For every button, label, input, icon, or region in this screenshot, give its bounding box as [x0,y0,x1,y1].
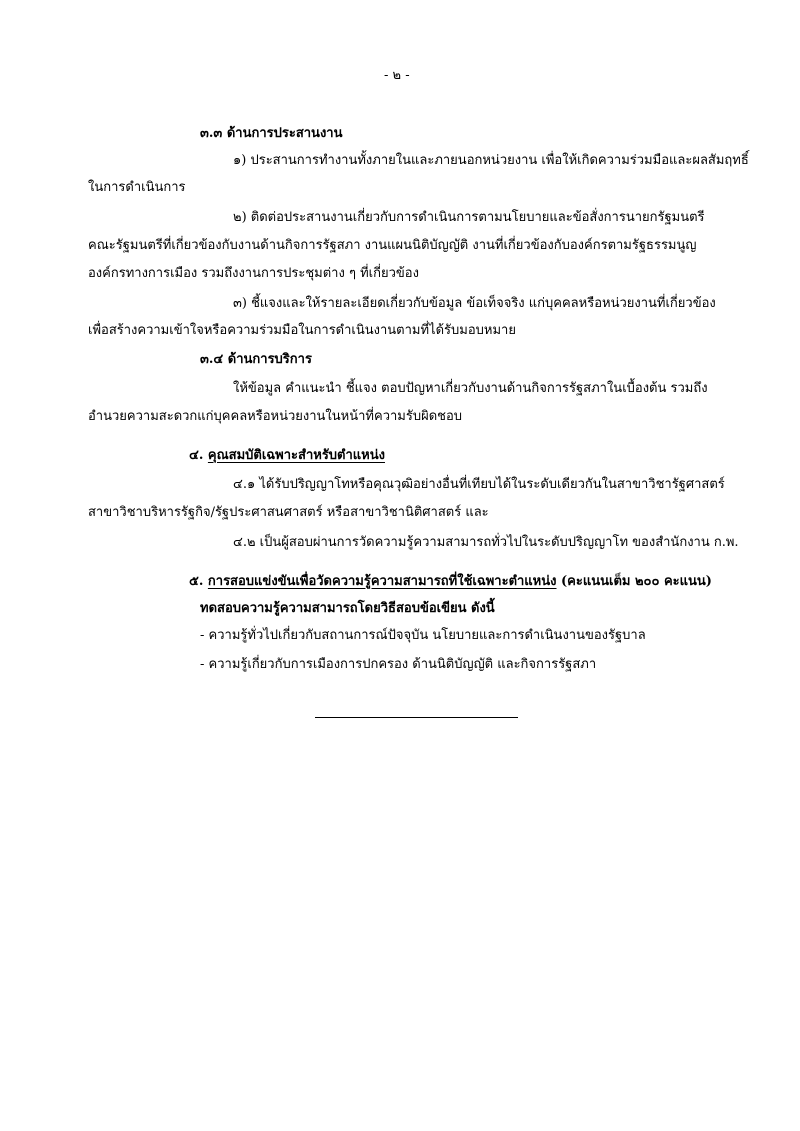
section-3-3-item-2-line-3: องค์กรทางการเมือง รวมถึงงานการประชุมต่าง ๆ ที่เกี่ยวข้อง [88,266,419,281]
section-4-title: คุณสมบัติเฉพาะสำหรับตำแหน่ง [207,448,385,463]
section-3-3-heading: ๓.๓ ด้านการประสานงาน [200,126,343,141]
page-number: - ๒ - [384,68,410,83]
section-5-bullet-1: - ความรู้ทั่วไปเกี่ยวกับสถานการณ์ปัจจุบัน นโยบายและการดำเนินงานของรัฐบาล [200,628,646,643]
section-4-2: ๔.๒ เป็นผู้สอบผ่านการวัดความรู้ความสามารถทั่วไปในระดับปริญญาโท ของสำนักงาน ก.พ. [233,535,739,550]
section-3-3-item-3-line-1: ๓) ชี้แจงและให้รายละเอียดเกี่ยวกับข้อมูล ข้อเท็จจริง แก่บุคคลหรือหน่วยงานที่เกี่ยวข้อง [233,296,716,311]
section-3-3-item-1-line-2: ในการดำเนินการ [88,180,186,195]
section-4-1-line-2: สาขาวิชาบริหารรัฐกิจ/รัฐประศาสนศาสตร์ หรือสาขาวิชานิติศาสตร์ และ [88,505,489,520]
section-5-number: ๕. [189,574,204,589]
section-5-bullet-2: - ความรู้เกี่ยวกับการเมืองการปกครอง ด้านนิติบัญญัติ และกิจการรัฐสภา [200,657,597,672]
section-3-4-heading: ๓.๔ ด้านการบริการ [200,352,312,367]
section-4-1-line-1: ๔.๑ ได้รับปริญญาโทหรือคุณวุฒิอย่างอื่นที่เทียบได้ในระดับเดียวกันในสาขาวิชารัฐศาสตร์ [233,477,725,492]
section-4-number: ๔. [189,448,204,463]
section-5-score: (คะแนนเต็ม ๒๐๐ คะแนน) [556,574,712,589]
section-5-line-2: ทดสอบความรู้ความสามารถโดยวิธีสอบข้อเขียน ดังนี้ [200,601,495,616]
section-4-heading [189,446,385,466]
end-divider [315,717,518,718]
section-3-3-item-2-line-1: ๒) ติดต่อประสานงานเกี่ยวกับการดำเนินการตามนโยบายและข้อสั่งการนายกรัฐมนตรี [233,210,705,225]
section-3-3-item-1-line-1: ๑) ประสานการทำงานทั้งภายในและภายนอกหน่วยงาน เพื่อให้เกิดความร่วมมือและผลสัมฤทธิ์ [233,153,749,168]
section-3-4-line-1: ให้ข้อมูล คำแนะนำ ชี้แจง ตอบปัญหาเกี่ยวกับงานด้านกิจการรัฐสภาในเบื้องต้น รวมถึง [233,381,708,396]
section-3-3-item-2-line-2: คณะรัฐมนตรีที่เกี่ยวข้องกับงานด้านกิจการรัฐสภา งานแผนนิติบัญญัติ งานที่เกี่ยวข้องกับองค์กรตามรัฐธรรมนูญ [88,238,697,253]
section-5-title: การสอบแข่งขันเพื่อวัดความรู้ความสามารถที่ใช้เฉพาะตำแหน่ง [207,574,557,589]
section-3-4-line-2: อำนวยความสะดวกแก่บุคคลหรือหน่วยงานในหน้าที่ความรับผิดชอบ [88,409,463,424]
section-3-3-item-3-line-2: เพื่อสร้างความเข้าใจหรือความร่วมมือในการดำเนินงานตามที่ได้รับมอบหมาย [88,323,516,338]
section-5-heading [189,572,712,592]
